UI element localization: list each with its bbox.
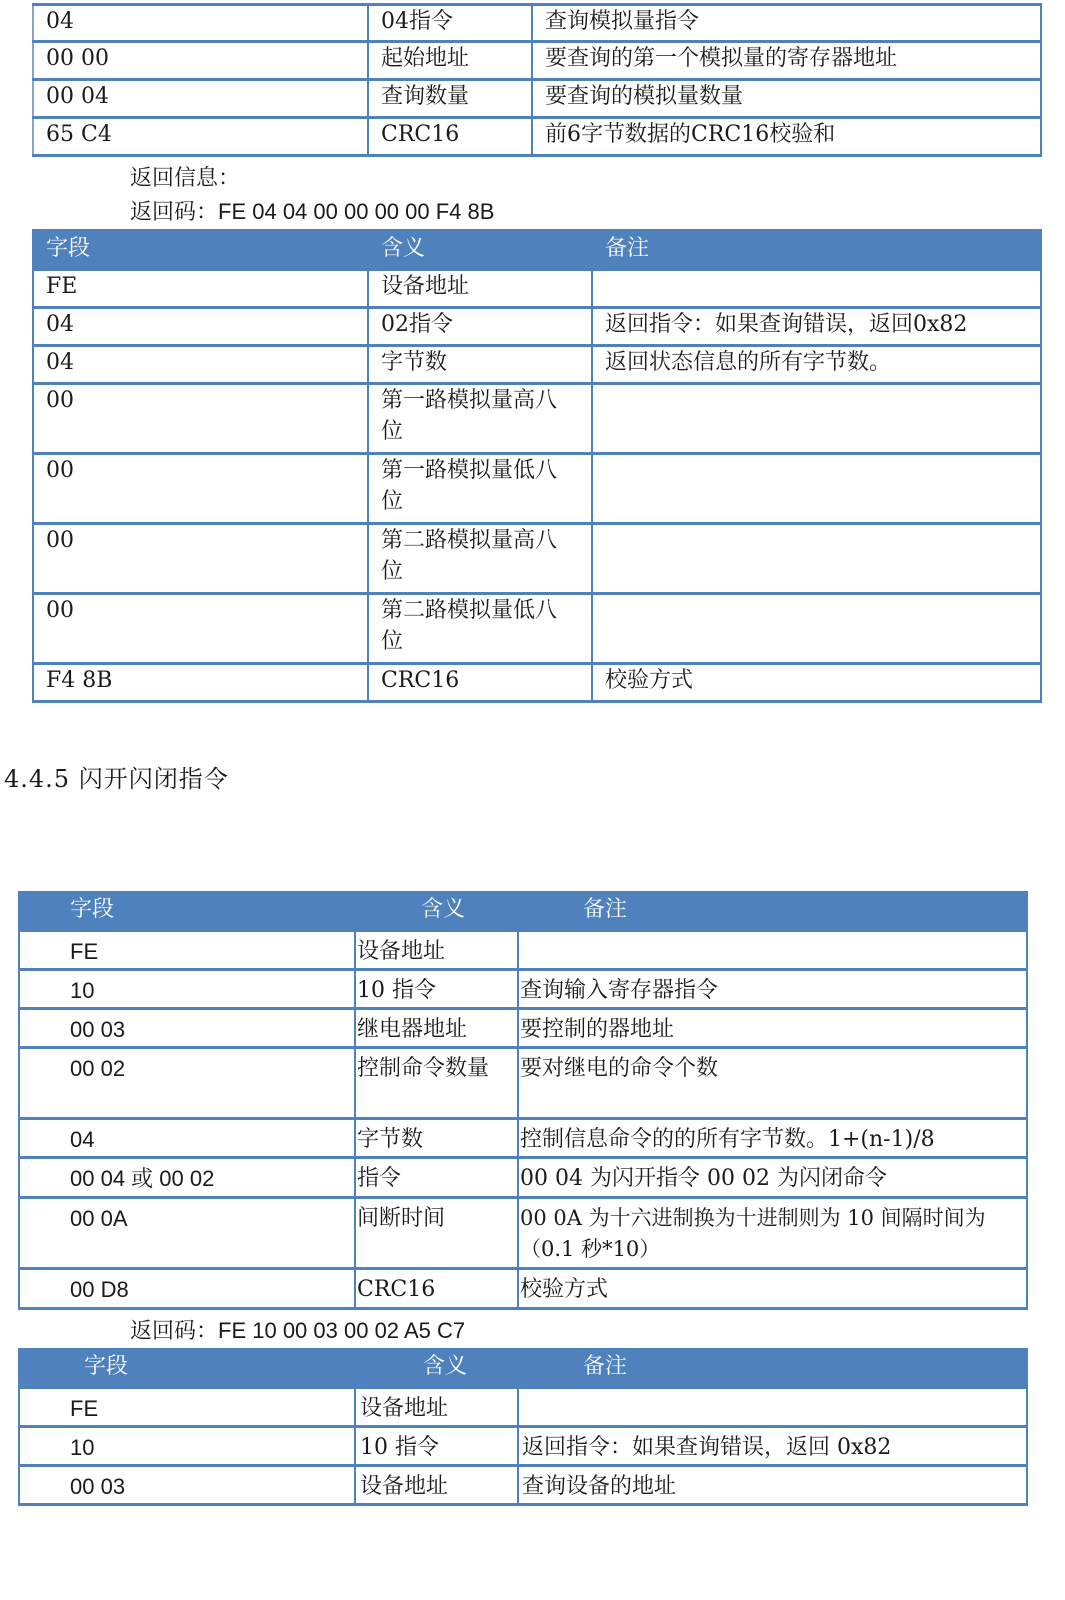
remark-cell: 返回指令：如果查询错误，返回0x82: [592, 308, 1041, 346]
table-row: [33, 346, 1041, 384]
remark-cell: [518, 931, 1027, 970]
field-cell: 00: [33, 524, 368, 594]
table-row: [19, 1048, 1027, 1119]
field-cell: FE: [33, 270, 368, 308]
remark-cell: 00 0A 为十六进制换为十进制则为 10 间隔时间为（0.1 秒*10）: [518, 1198, 1027, 1269]
table-row: [33, 270, 1041, 308]
return-code-value: FE 10 00 03 00 02 A5 C7: [218, 1318, 466, 1343]
return-info-label: 返回信息：: [130, 166, 241, 191]
flash-response-table: [18, 1348, 1028, 1506]
remark-cell: [592, 594, 1041, 664]
field-cell: 00: [33, 594, 368, 664]
return-code-value: FE 04 04 00 00 00 00 F4 8B: [218, 199, 495, 224]
meaning-cell: 设备地址: [355, 1388, 518, 1427]
meaning-cell: 第二路模拟量低八位: [368, 594, 592, 664]
remark-cell: 要查询的第一个模拟量的寄存器地址: [532, 42, 1041, 80]
remark-cell: 要对继电的命令个数: [518, 1048, 1027, 1119]
meaning-cell: 间断时间: [355, 1198, 518, 1269]
header-meaning: 含义: [355, 891, 518, 931]
table-row: [33, 118, 1041, 156]
remark-cell: 要控制的器地址: [518, 1009, 1027, 1048]
response-table: [32, 229, 1042, 703]
table-row: [19, 1198, 1027, 1269]
table-row: [33, 664, 1041, 702]
table-row: [19, 1388, 1027, 1427]
meaning-cell: CRC16: [368, 664, 592, 702]
table-row: [33, 80, 1041, 118]
section-heading: 4.4.5 闪开闪闭指令: [4, 765, 229, 793]
remark-cell: 控制信息命令的的所有字节数。1+(n-1)/8: [518, 1119, 1027, 1158]
field-cell: 10: [19, 1427, 355, 1466]
table-header: [19, 1348, 1027, 1388]
remark-cell: 返回状态信息的所有字节数。: [592, 346, 1041, 384]
remark-cell: 校验方式: [518, 1269, 1027, 1309]
meaning-cell: 02指令: [368, 308, 592, 346]
meaning-cell: 字节数: [355, 1119, 518, 1158]
header-remark: 备注: [518, 1348, 1027, 1388]
meaning-cell: 继电器地址: [355, 1009, 518, 1048]
meaning-cell: 设备地址: [368, 270, 592, 308]
field-cell: 00 03: [19, 1466, 355, 1505]
request-table: [32, 3, 1042, 157]
field-cell: 00 D8: [19, 1269, 355, 1309]
meaning-cell: 04指令: [368, 5, 532, 42]
field-cell: 00 00: [33, 42, 368, 80]
header-meaning: 含义: [355, 1348, 518, 1388]
table-row: [33, 384, 1041, 454]
table-row: [33, 454, 1041, 524]
table-row: [19, 1119, 1027, 1158]
header-remark: 备注: [518, 891, 1027, 931]
table-row: [33, 308, 1041, 346]
table-header: [19, 891, 1027, 931]
field-cell: 04: [19, 1119, 355, 1158]
return-code-label: 返回码：: [130, 200, 219, 225]
field-cell: FE: [19, 931, 355, 970]
header-meaning: 含义: [368, 229, 592, 270]
field-cell: FE: [19, 1388, 355, 1427]
meaning-cell: CRC16: [355, 1269, 518, 1309]
meaning-cell: 第一路模拟量高八位: [368, 384, 592, 454]
table-header: [33, 229, 1041, 270]
table-row: [33, 524, 1041, 594]
meaning-cell: 设备地址: [355, 931, 518, 970]
table-row: [19, 1466, 1027, 1505]
remark-cell: 返回指令：如果查询错误，返回 0x82: [518, 1427, 1027, 1466]
remark-cell: [592, 384, 1041, 454]
field-cell: 00: [33, 454, 368, 524]
table-row: [19, 931, 1027, 970]
field-cell: F4 8B: [33, 664, 368, 702]
remark-cell: 00 04 为闪开指令 00 02 为闪闭命令: [518, 1158, 1027, 1198]
return-code-label: 返回码：: [130, 1319, 219, 1344]
meaning-cell: 指令: [355, 1158, 518, 1198]
remark-cell: [592, 270, 1041, 308]
meaning-cell: 控制命令数量: [355, 1048, 518, 1119]
header-remark: 备注: [592, 229, 1041, 270]
header-field: 字段: [19, 1348, 355, 1388]
table-row: [19, 1009, 1027, 1048]
remark-cell: 校验方式: [592, 664, 1041, 702]
meaning-cell: 第二路模拟量高八位: [368, 524, 592, 594]
field-cell: 00 04: [33, 80, 368, 118]
field-cell: 00 02: [19, 1048, 355, 1119]
field-cell: 00 0A: [19, 1198, 355, 1269]
field-cell: 04: [33, 308, 368, 346]
field-cell: 00 03: [19, 1009, 355, 1048]
meaning-cell: 10 指令: [355, 970, 518, 1009]
meaning-cell: CRC16: [368, 118, 532, 156]
remark-cell: 查询输入寄存器指令: [518, 970, 1027, 1009]
remark-cell: [592, 524, 1041, 594]
flash-command-table: [18, 891, 1028, 1310]
field-cell: 00: [33, 384, 368, 454]
return-code-line: [130, 197, 494, 228]
remark-cell: 查询模拟量指令: [532, 5, 1041, 42]
meaning-cell: 第一路模拟量低八位: [368, 454, 592, 524]
meaning-cell: 查询数量: [368, 80, 532, 118]
remark-cell: 查询设备的地址: [518, 1466, 1027, 1505]
meaning-cell: 起始地址: [368, 42, 532, 80]
remark-cell: [592, 454, 1041, 524]
field-cell: 04: [33, 5, 368, 42]
table-row: [33, 5, 1041, 42]
field-cell: 10: [19, 970, 355, 1009]
table-row: [33, 594, 1041, 664]
field-cell: 65 C4: [33, 118, 368, 156]
table-row: [19, 1269, 1027, 1309]
table-row: [19, 1158, 1027, 1198]
remark-cell: [518, 1388, 1027, 1427]
return-code-line: [130, 1316, 465, 1347]
header-field: 字段: [33, 229, 368, 270]
remark-cell: 前6字节数据的CRC16校验和: [532, 118, 1041, 156]
header-field: 字段: [19, 891, 355, 931]
field-cell: 00 04 或 00 02: [19, 1158, 355, 1198]
field-cell: 04: [33, 346, 368, 384]
table-row: [19, 970, 1027, 1009]
table-row: [19, 1427, 1027, 1466]
remark-cell: 要查询的模拟量数量: [532, 80, 1041, 118]
table-row: [33, 42, 1041, 80]
meaning-cell: 设备地址: [355, 1466, 518, 1505]
meaning-cell: 10 指令: [355, 1427, 518, 1466]
meaning-cell: 字节数: [368, 346, 592, 384]
